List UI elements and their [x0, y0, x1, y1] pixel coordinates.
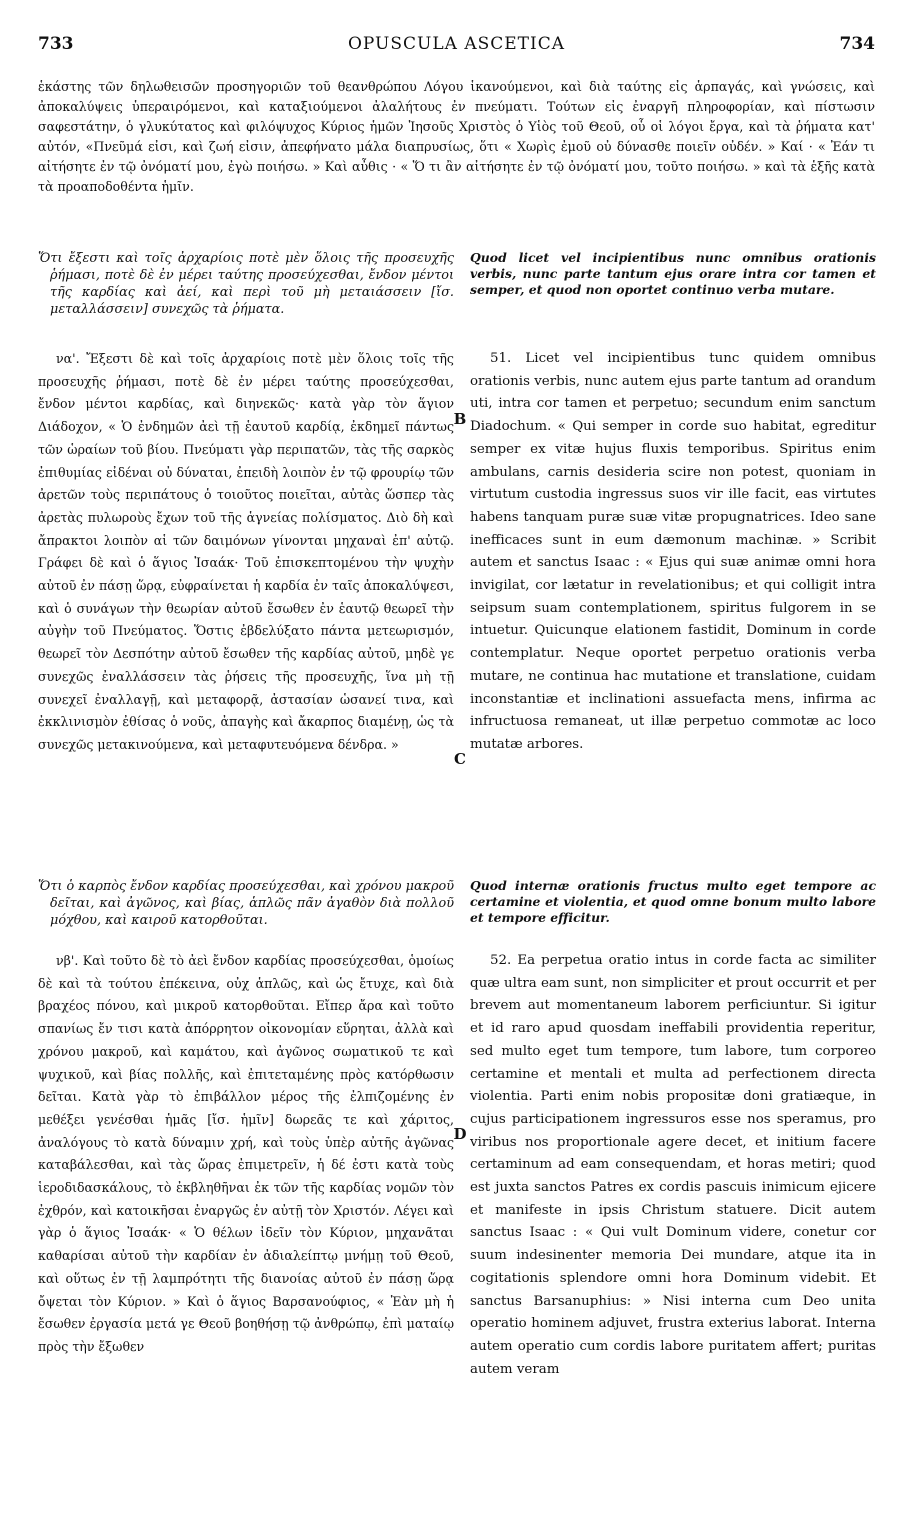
margin-letter-b: B [453, 410, 467, 428]
page-number-left: 733 [38, 34, 74, 54]
latin-body-51-wrap [470, 348, 876, 757]
latin-column-section-52 [470, 878, 876, 926]
margin-letter-d: D [453, 1125, 467, 1143]
margin-letter-c: C [454, 750, 466, 768]
greek-section-title: Ὅτι ἔξεστι καὶ τοῖς ἀρχαρίοις ποτὲ μὲν ὅλοις τῆς προσευχῆς ῥήμασι, ποτὲ δὲ ἐν μέρει ταύτης προσεύχεσθαι, ἔνδον μέντοι τῆς καρδίας καὶ ἀεί, καὶ περὶ τοῦ μὴ μεταιάσσειν [ἴσ. μεταλλάσσειν] συνεχῶς τὰ ῥήματα. [38, 251, 454, 317]
page-number-right: 734 [839, 34, 875, 54]
running-title: OPUSCULA ASCETICA [347, 34, 566, 54]
latin-section-body: 52. Ea perpetua oratio intus in corde facta ac similiter quæ ultra eam sunt, non simpliciter et prout occurrit et per brevem aut momentaneum laborem perficiuntur. Si igitur et id raro apud quosdam ineffabili providentia reperitur, sed multo eget tum tempore, tum labore, tum corporeo certamine et mentali et multa ad perfectionem directa violentia. Parti enim nobis propositæ doni gratiæque, in cujus participationem ingressuros esse nos speramus, pro viribus nos proportionale agere decet, et initium facere certaminum ad eam consequendam, et horas metiri; quod est juxta sanctos Patres ex cordis pascuis inimicum ejicere et manifeste in ipsis Christum statuere. Dicit autem sanctus Isaac : « Qui vult Dominum videre, conetur cor suum indesinenter memoria Dei mundare, atque ita in cogitationis splendore omni hora Dominum videbit. Et sanctus Barsanuphius: » Nisi interna cum Deo unita operatio hominem adjuvet, frustra exterius laborat. Interna autem operatio cum cordis labore puritatem affert; puritas autem veram [470, 953, 876, 1377]
intro-paragraph: ἑκάστης τῶν δηλωθεισῶν προσηγοριῶν τοῦ θεανθρώπου Λόγου ἱκανούμενοι, καὶ διὰ ταύτης εἰς ἁρπαγάς, καὶ γνώσεις, καὶ ἀποκαλύψεις ὑπεραιρόμενοι, καὶ καταξιούμενοι ἀλαλήτους ἐν πνεύματι. Τούτων εἰς ἐναργῆ πληροφορίαν, καὶ πίστωσιν σαφεστάτην, ὁ γλυκύτατος καὶ φιλόψυχος Κύριος ἡμῶν Ἰησοῦς Χριστὸς ὁ Υἱὸς τοῦ Θεοῦ, οὗ οἱ λόγοι ἔργα, καὶ τὰ ῥήματα κατ' αὐτόν, «Πνεῦμά εἰσι, καὶ ζωή εἰσιν, ἀπεφήνατο μάλα διαπρυσίως, ὅτι « Χωρὶς ἐμοῦ οὐ δύνασθε ποιεῖν οὐδέν. » Καί · « Ἐάν τι αἰτήσητε ἐν τῷ ὀνόματί μου, ἐγὼ ποιήσω. » Καὶ αὖθις · « Ὅ τι ἂν αἰτήσητε ἐν τῷ ὀνόματί μου, τοῦτο ποιήσω. » καὶ τὰ ἑξῆς κατὰ τὰ προαποδοθέντα ἡμῖν. [38, 78, 875, 194]
greek-section-title: Ὅτι ὁ καρπὸς ἔνδον καρδίας προσεύχεσθαι, καὶ χρόνου μακροῦ δεῖται, καὶ ἀγῶνος, καὶ βίας, ἁπλῶς πᾶν ἀγαθὸν διὰ πολλοῦ μόχθου, καὶ καιροῦ κατορθοῦται. [38, 879, 454, 928]
latin-section-body: 51. Licet vel incipientibus tunc quidem omnibus orationis verbis, nunc autem ejus parte tantum ad orandum uti, intra cor tamen et perpetuo; secundum enim sanctum Diadochum. « Qui semper in corde suo habitat, egreditur semper ex vitæ hujus fluxis temporibus. Spiritus enim ambulans, carnis desideria scire non potest, quoniam in virtutum custodia ingressus suos vir ille facit, eas virtutes habens tanquam puræ suæ vitæ propugnatrices. Ideo sane inefficaces sunt in eum dæmonum machinæ. » Scribit autem et sanctus Isaac : « Ejus qui suæ animæ omni hora invigilat, cor lætatur in revelationibus; et qui colligit intra seipsum suam contemplationem, spiritus fulgorem in se intuetur. Quicunque elationem fastidit, Dominum in corde contemplatur. Neque oportet perpetuo orationis verba mutare, ne continua hac mutatione et translatione, cuidam inconstantiæ et inclinationi assuefacta mens, infirma ac infructuosa remaneat, ut illæ perpetuo commotæ ac loco mutatæ arbores. [470, 351, 876, 752]
latin-section-title: Quod licet vel incipientibus nunc omnibus orationis verbis, nunc parte tantum ejus orare intra cor tamen et semper, et quod non oportet continuo verba mutare. [470, 250, 876, 297]
page-header [38, 34, 875, 56]
greek-column-section-51 [38, 250, 454, 318]
greek-body-51-wrap [38, 348, 454, 757]
latin-section-title: Quod internæ orationis fructus multo eget tempore ac certamine et violentia, et quod omne bonum multo labore et tempore efficitur. [470, 878, 876, 925]
latin-column-section-51 [470, 250, 876, 298]
greek-section-body: να'. Ἔξεστι δὲ καὶ τοῖς ἀρχαρίοις ποτὲ μὲν ὅλοις τοῖς τῆς προσευχῆς ῥήμασι, ποτὲ δὲ ἐν μέρει ταύτης προσεύχεσθαι, ἔνδον μέντοι καρδίας, καὶ διηνεκῶς· κατὰ γὰρ τὸν ἅγιον Διάδοχον, « Ὁ ἐνδημῶν ἀεὶ τῇ ἑαυτοῦ καρδίᾳ, ἐκδημεῖ πάντως τῶν ὡραίων τοῦ βίου. Πνεύματι γὰρ περιπατῶν, τὰς τῆς σαρκὸς ἐπιθυμίας εἰδέναι οὐ δύναται, ἐπειδὴ λοιπὸν ἐν τῷ φρουρίῳ τῶν ἀρετῶν τοὺς περιπάτους ὁ τοιοῦτος ποιεῖται, αὐτὰς ὥσπερ τὰς ἀρετὰς πυλωροὺς ἔχων τοῦ τῆς ἁγνείας πολίσματος. Διὸ δὴ καὶ ἄπρακτοι λοιπὸν αἱ τῶν δαιμόνων γίνονται μηχαναὶ ἐπ' αὐτῷ. Γράφει δὲ καὶ ὁ ἅγιος Ἰσαάκ· Τοῦ ἐπισκεπτομένου τὴν ψυχὴν αὐτοῦ ἐν πάσῃ ὥρᾳ, εὐφραίνεται ἡ καρδία ἐν ταῖς ἀποκαλύψεσι, καὶ ὁ συνάγων τὴν θεωρίαν αὐτοῦ ἔσωθεν ἐν ἑαυτῷ θεωρεῖ τὴν αὐγὴν τοῦ Πνεύματος. Ὅστις ἐβδελύξατο πάντα μετεωρισμόν, θεωρεῖ τὸν Δεσπότην αὐτοῦ ἔσωθεν τῆς καρδίας αὐτοῦ, μηδὲ γε συνεχῶς ἐναλλάσσειν τὰς ῥήσεις τῆς προσευχῆς, ἵνα μὴ τῇ συνεχεῖ ἐναλλαγῇ, καὶ μεταφορᾷ, ἀστασίαν ὡσανεί τινα, καὶ ἐκκλινισμὸν ἐθίσας ὁ νοῦς, ἀπαγὴς καὶ ἄκαρπος διαμένῃ, ὡς τὰ συνεχῶς μετακινούμενα, καὶ μεταφυτευόμενα δένδρα. » [38, 351, 454, 752]
greek-body-52-wrap [38, 950, 454, 1359]
greek-column-section-52 [38, 878, 454, 929]
greek-section-body: νβ'. Καὶ τοῦτο δὲ τὸ ἀεὶ ἔνδον καρδίας προσεύχεσθαι, ὁμοίως δὲ καὶ τὰ τούτου ἐπέκεινα, οὐχ ἁπλῶς, καὶ ὡς ἔτυχε, καὶ διὰ βραχέος πόνου, καὶ μικροῦ κατορθοῦται. Εἴπερ ἄρα καὶ τοῦτο σπανίως ἔν τισι κατὰ ἀπόρρητον οἰκονομίαν εὕρηται, ἀλλὰ καὶ χρόνου μακροῦ, καὶ καμάτου, καὶ ἀγῶνος σωματικοῦ τε καὶ ψυχικοῦ, καὶ βίας πολλῆς, καὶ ἐπιτεταμένης πρὸς κατόρθωσιν δεῖται. Κατὰ γὰρ τὸ ἐπιβάλλον μέρος τῆς ἐλπιζομένης ἐν μεθέξει γενέσθαι ἡμᾶς [ἴσ. ἡμῖν] δωρεᾶς τε καὶ χάριτος, ἀναλόγους τὸ κατὰ δύναμιν χρή, καὶ τοὺς ὑπὲρ αὐτῆς ἀγῶνας καταβάλεσθαι, καὶ τὰς ὥρας ἐπιμετρεῖν, ἡ δέ ἐστι κατὰ τοὺς ἱεροδιδασκάλους, τὸ ἐκβληθῆναι ἐκ τῶν τῆς καρδίας νομῶν τὸν ἐχθρόν, καὶ κατοικῆσαι ἐναργῶς ἐν αὐτῇ τὸν Χριστόν. Λέγει καὶ γὰρ ὁ ἅγιος Ἰσαάκ· « Ὁ θέλων ἰδεῖν τὸν Κύριον, μηχανᾶται καθαρίσαι αὐτοῦ τὴν καρδίαν ἐν ἀδιαλείπτῳ μνήμῃ τοῦ Θεοῦ, καὶ οὕτως ἐν τῇ λαμπρότητι τῆς διανοίας αὐτοῦ ἐν πάσῃ ὥρᾳ ὄψεται τὸν Κύριον. » Καὶ ὁ ἅγιος Βαρσανούφιος, « Ἐὰν μὴ ἡ ἔσωθεν ἐργασία μετά γε Θεοῦ βοηθήσῃ τῷ ἀνθρώπῳ, ἐπὶ ματαίῳ πρὸς τὴν ἔξωθεν [38, 953, 454, 1354]
latin-body-52-wrap [470, 950, 876, 1381]
